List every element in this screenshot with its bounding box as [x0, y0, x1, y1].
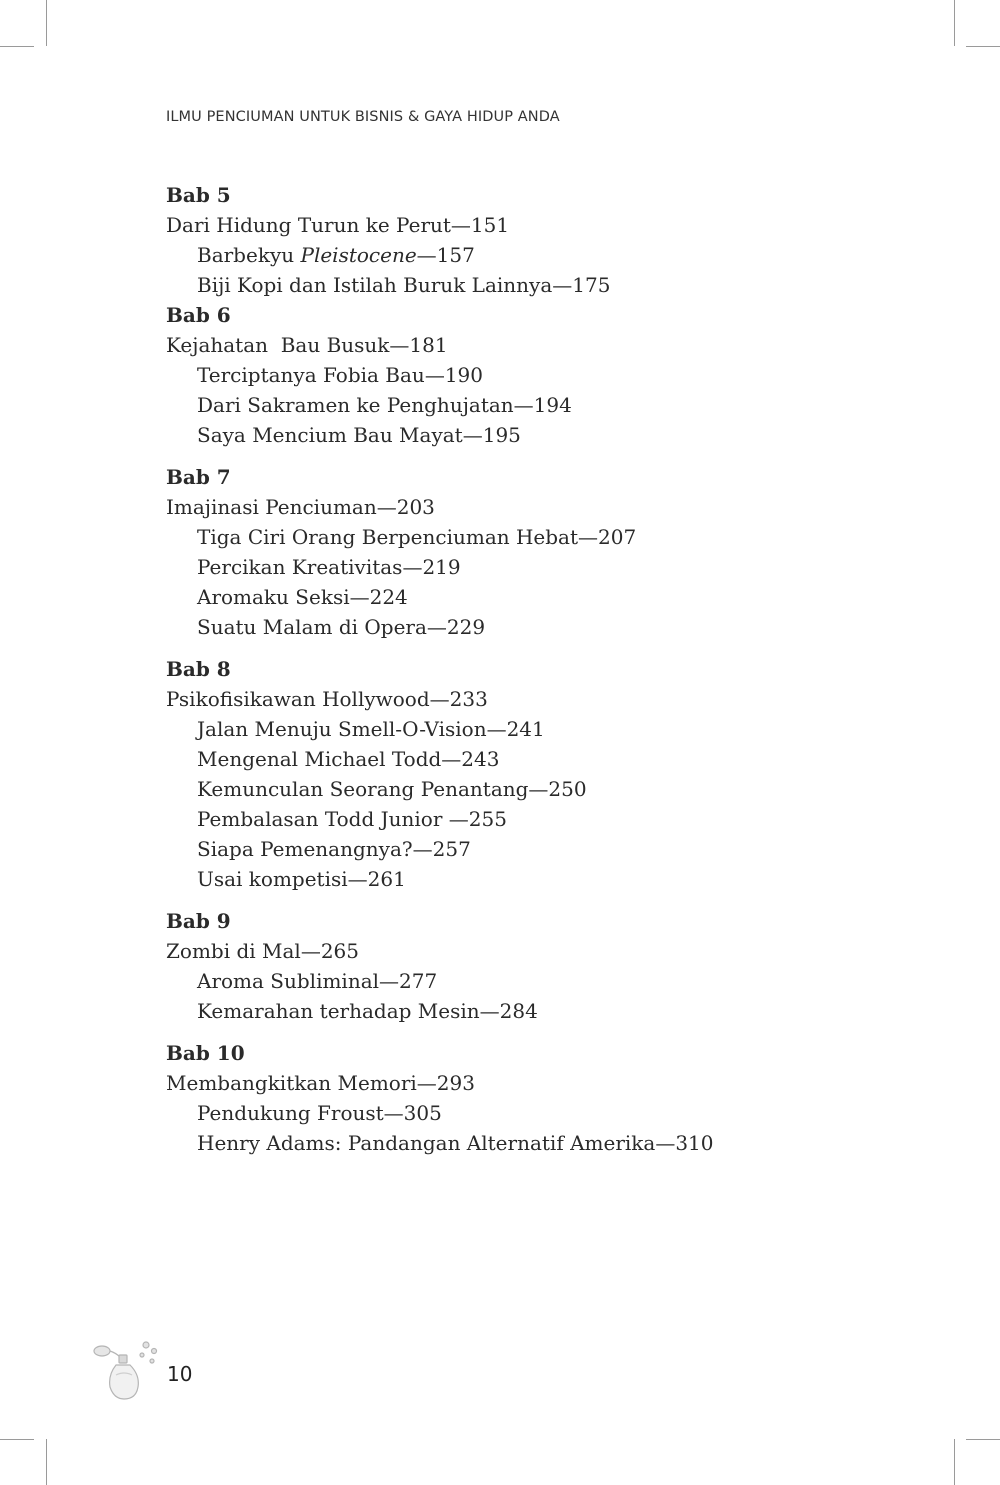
section-entry: Terciptanya Fobia Bau—190	[197, 363, 483, 387]
section-entry: Biji Kopi dan Istilah Buruk Lainnya—175	[197, 273, 611, 297]
section-italic-term: Pleistocene	[300, 243, 417, 267]
chapter-title: Dari Hidung Turun ke Perut—151	[166, 213, 510, 237]
chapter-label: Bab 9	[166, 909, 231, 933]
chapter-label: Bab 8	[166, 657, 231, 681]
section-entry: Kemarahan terhadap Mesin—284	[197, 999, 538, 1023]
chapter-title: Membangkitkan Memori—293	[166, 1071, 475, 1095]
crop-mark-bottom-left-vertical	[46, 1439, 47, 1485]
section-entry: Pendukung Froust—305	[197, 1101, 442, 1125]
chapter-label: Bab 7	[166, 465, 231, 489]
section-entry: Pembalasan Todd Junior —255	[197, 807, 507, 831]
chapter-title: Imajinasi Penciuman—203	[166, 495, 435, 519]
running-header: ILMU PENCIUMAN UNTUK BISNIS & GAYA HIDUP ANDA	[166, 109, 560, 125]
section-entry	[166, 240, 866, 270]
chapter-label: Bab 6	[166, 303, 231, 327]
chapter-title: Psikofisikawan Hollywood—233	[166, 687, 488, 711]
section-entry: Jalan Menuju Smell-O-Vision—241	[197, 717, 545, 741]
section-entry: Saya Mencium Bau Mayat—195	[197, 423, 521, 447]
chapter-title: Kejahatan Bau Busuk—181	[166, 333, 448, 357]
section-page: —157	[416, 243, 475, 267]
page-number: 10	[167, 1362, 193, 1386]
section-entry: Mengenal Michael Todd—243	[197, 747, 500, 771]
section-text: Barbekyu	[197, 243, 301, 267]
section-entry: Siapa Pemenangnya?—257	[197, 837, 471, 861]
section-entry: Suatu Malam di Opera—229	[197, 615, 486, 639]
section-entry: Kemunculan Seorang Penantang—250	[197, 777, 587, 801]
perfume-bottle-icon	[90, 1335, 162, 1405]
crop-mark-top-left-horizontal	[0, 46, 34, 47]
section-entry: Usai kompetisi—261	[197, 867, 406, 891]
crop-mark-top-left-vertical	[46, 0, 47, 46]
chapter-label: Bab 10	[166, 1041, 245, 1065]
table-of-contents	[166, 180, 866, 1158]
crop-mark-bottom-right-vertical	[954, 1439, 955, 1485]
chapter-label: Bab 5	[166, 183, 231, 207]
section-entry: Percikan Kreativitas—219	[197, 555, 461, 579]
crop-mark-top-right-horizontal	[966, 46, 1000, 47]
section-entry: Dari Sakramen ke Penghujatan—194	[197, 393, 572, 417]
section-entry: Tiga Ciri Orang Berpenciuman Hebat—207	[197, 525, 637, 549]
crop-mark-top-right-vertical	[954, 0, 955, 46]
section-entry: Henry Adams: Pandangan Alternatif Amerika—310	[197, 1131, 714, 1155]
section-entry: Aromaku Seksi—224	[197, 585, 408, 609]
crop-mark-bottom-right-horizontal	[966, 1439, 1000, 1440]
crop-mark-bottom-left-horizontal	[0, 1439, 34, 1440]
chapter-title: Zombi di Mal—265	[166, 939, 359, 963]
section-entry: Aroma Subliminal—277	[197, 969, 438, 993]
